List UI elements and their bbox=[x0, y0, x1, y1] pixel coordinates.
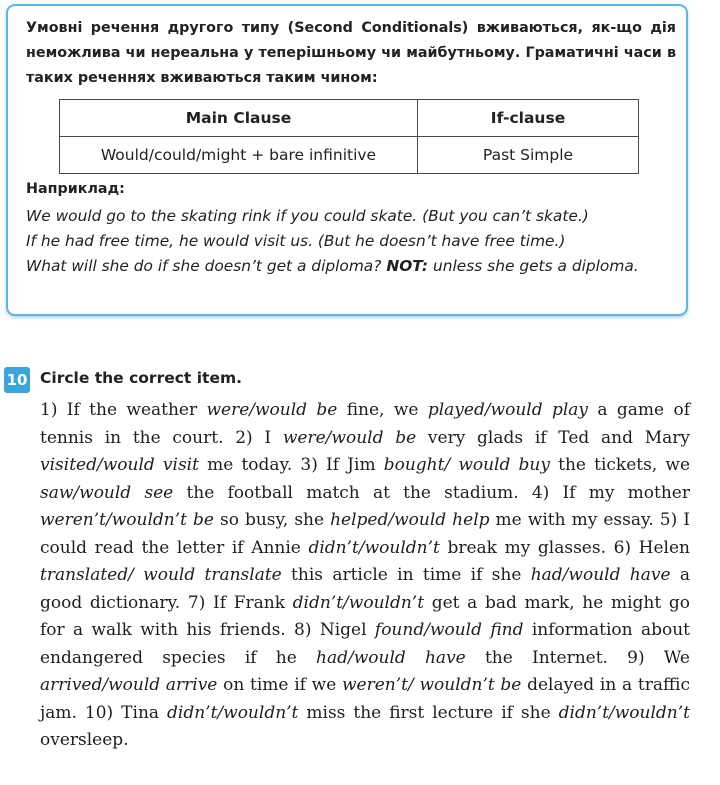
sentence-text: fine, we bbox=[337, 400, 428, 420]
example-sentences bbox=[26, 204, 671, 279]
sentence-text: get a bad mark, he might go for a walk with his friends. 8) Nigel bbox=[40, 592, 690, 640]
sentence-text: the football match at the stadium. 4) If my mother bbox=[173, 482, 690, 503]
answer-options[interactable]: had/would have bbox=[530, 565, 671, 585]
sentence-text: break my glasses. 6) Helen bbox=[439, 537, 690, 558]
example-sentence-3-text: What will she do if she doesn’t get a diploma? bbox=[26, 257, 382, 275]
sentence-text: 1) If the weather bbox=[40, 400, 207, 420]
sentence-text: me with my essay. 5) I could read the letter if Annie bbox=[40, 510, 690, 558]
example-sentence-3-alt: unless she gets a diploma. bbox=[433, 257, 639, 275]
sentence-text: the Internet. 9) We bbox=[465, 647, 690, 668]
answer-options[interactable]: didn’t/wouldn’t bbox=[167, 702, 299, 723]
answer-options[interactable]: saw/would see bbox=[40, 482, 174, 503]
answer-options[interactable]: helped/would help bbox=[330, 510, 490, 530]
sentence-text: so busy, she bbox=[213, 510, 331, 530]
sentence-text: very glads if Ted and Mary bbox=[416, 427, 690, 448]
exercise-title: Circle the correct item. bbox=[40, 369, 242, 387]
sentence-text: delayed in a traffic jam. 10) Tina bbox=[40, 675, 690, 723]
header-if-clause: If-clause bbox=[418, 100, 639, 137]
grammar-table-row bbox=[60, 137, 639, 174]
example-sentence-1: We would go to the skating rink if you could skate. (But you can’t skate.) bbox=[26, 207, 589, 225]
grammar-table bbox=[59, 99, 639, 174]
sentence-text: this article in time if she bbox=[281, 565, 531, 585]
example-sentence-3 bbox=[26, 254, 671, 279]
example-heading: Наприклад: bbox=[26, 181, 125, 197]
cell-main-clause: Would/could/might + bare infinitive bbox=[60, 137, 418, 174]
answer-options[interactable]: arrived/would arrive bbox=[40, 675, 218, 695]
answer-options[interactable]: were/would be bbox=[282, 427, 417, 448]
answer-options[interactable]: weren’t/wouldn’t be bbox=[40, 510, 214, 530]
rule-intro-text: Умовні речення другого типу (Second Conditionals) вживаються, як-що дія неможлива чи нереальна у теперішньому чи майбутньому. Граматичні часи в таких реченнях вживаються таким чином: bbox=[26, 20, 676, 86]
sentence-text: oversleep. bbox=[40, 730, 129, 750]
answer-options[interactable]: visited/would visit bbox=[40, 455, 199, 475]
sentence-text: me today. 3) If Jim bbox=[198, 455, 384, 475]
answer-options[interactable]: translated/ would translate bbox=[40, 565, 282, 585]
sentence-text: on time if we bbox=[217, 675, 342, 695]
answer-options[interactable]: didn’t/wouldn’t bbox=[558, 702, 690, 723]
answer-options[interactable]: had/would have bbox=[316, 647, 466, 668]
answer-options[interactable]: weren’t/ wouldn’t be bbox=[342, 675, 522, 695]
answer-options[interactable]: didn’t/wouldn’t bbox=[308, 537, 440, 558]
answer-options[interactable]: bought/ would buy bbox=[383, 455, 550, 475]
sentence-text: a game of tennis in the court. 2) I bbox=[40, 400, 690, 448]
header-main-clause: Main Clause bbox=[60, 100, 418, 137]
answer-options[interactable]: found/would find bbox=[374, 620, 524, 640]
exercise-number-badge: 10 bbox=[4, 367, 30, 393]
answer-options[interactable]: were/would be bbox=[206, 400, 338, 420]
sentence-text: the tickets, we bbox=[549, 455, 691, 475]
grammar-table-header-row bbox=[60, 100, 639, 137]
answer-options[interactable]: didn’t/wouldn’t bbox=[292, 592, 425, 613]
sentence-text: a good dictionary. 7) If Frank bbox=[40, 565, 690, 613]
cell-if-clause: Past Simple bbox=[418, 137, 639, 174]
answer-options[interactable]: played/would play bbox=[427, 400, 589, 420]
example-sentence-2: If he had free time, he would visit us. (But he doesn’t have free time.) bbox=[26, 232, 566, 250]
not-label: NOT: bbox=[386, 257, 429, 275]
sentence-text: miss the first lecture if she bbox=[298, 702, 559, 723]
exercise-text bbox=[40, 397, 690, 755]
sentence-text: information about endangered species if he bbox=[40, 620, 690, 668]
